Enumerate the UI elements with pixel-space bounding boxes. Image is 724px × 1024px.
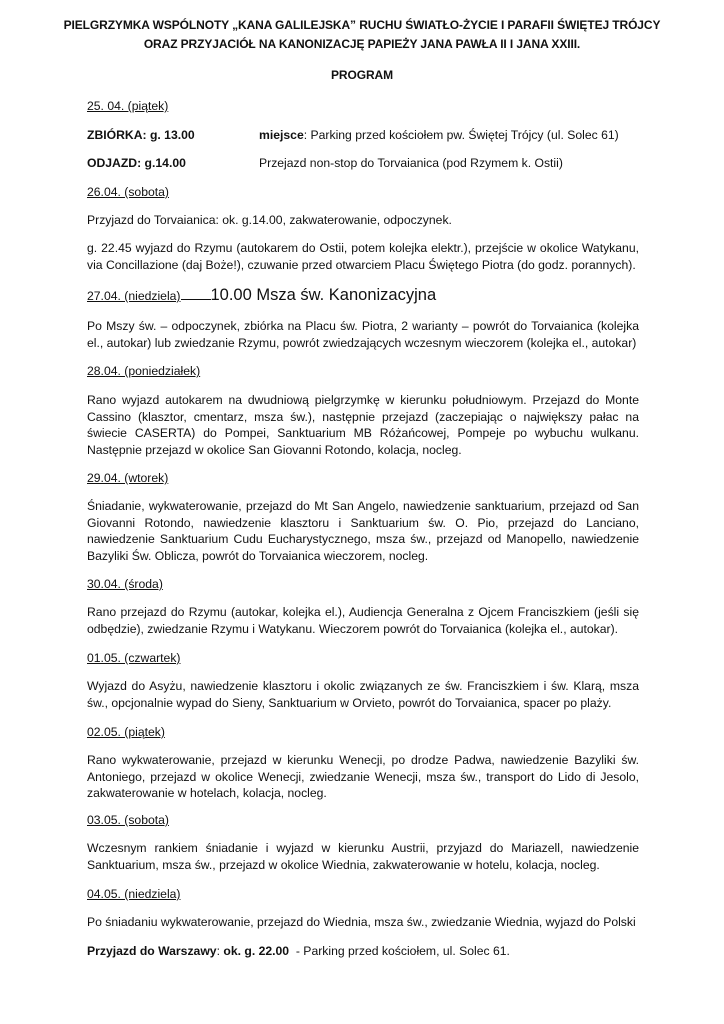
departure-text: Przejazd non-stop do Torvaianica (pod Rzymem k. Ostii) xyxy=(259,156,563,170)
day-date-29-04: 29.04. (wtorek) xyxy=(87,471,169,485)
day-27-04-paragraph: Po Mszy św. – odpoczynek, zbiórka na Placu św. Piotra, 2 warianty – powrót do Torvaianica (kolejka el., autokar) lub zwiedzanie Rzymu, powrót zwiedzających wczesnym wieczorem (kolejka el., autokar) xyxy=(87,319,639,350)
meeting-place-text: : Parking przed kościołem pw. Świętej Trójcy (ul. Solec 61) xyxy=(303,128,619,142)
departure-row xyxy=(87,155,639,172)
day-date-28-04: 28.04. (poniedziałek) xyxy=(87,364,201,378)
arrival-time: ok. g. 22.00 xyxy=(223,944,290,958)
kanonization-mass: 10.00 Msza św. Kanonizacyjna xyxy=(210,286,437,304)
document-title-line1: PIELGRZYMKA WSPÓLNOTY „KANA GALILEJSKA” RUCHU ŚWIATŁO-ŻYCIE I PARAFII ŚWIĘTEJ TRÓJCY xyxy=(63,18,661,32)
day-date-02-05: 02.05. (piątek) xyxy=(87,725,165,739)
day-30-04-paragraph: Rano przejazd do Rzymu (autokar, kolejka el.), Audiencja Generalna z Ojcem Franciszkiem (jeśli się odbędzie), zwiedzanie Rzymu i Watykanu. Wieczorem powrót do Torvaianica (kolejka el., autokar). xyxy=(87,605,639,636)
day-02-05-paragraph: Rano wykwaterowanie, przejazd w kierunku Wenecji, po drodze Padwa, nawiedzenie Bazyliki św. Antoniego, przejazd w okolice Wenecji, zwiedzanie Wenecji, msza św., transport do Lido di Jesolo, zakwaterowanie w hotelach, kolacja, nocleg. xyxy=(87,753,639,801)
meeting-place-label: miejsce xyxy=(259,128,304,142)
day-date-03-05: 03.05. (sobota) xyxy=(87,813,169,827)
day-29-04-paragraph: Śniadanie, wykwaterowanie, przejazd do Mt San Angelo, nawiedzenie sanktuarium, przejazd od San Giovanni Rotondo, nawiedzenie klasztoru i Sanktuarium św. O. Pio, przejazd do Lanciano, nawiedzenie Sanktuarium Cudu Eucharystycznego, msza św., przejazd od Manopello, nawiedzenie Bazyliki Św. Oblicza, powrót do Torvaianica wieczorem, nocleg. xyxy=(87,499,639,563)
meeting-row xyxy=(87,127,639,144)
day-03-05-paragraph: Wczesnym rankiem śniadanie i wyjazd w kierunku Austrii, przyjazd do Mariazell, nawiedzenie Sanktuarium, msza św., przejazd w okolice Wiednia, zakwaterowanie w hotelu, kolacja, nocleg. xyxy=(87,841,639,872)
day-date-27-04: 27.04. (niedziela) xyxy=(87,289,181,303)
day-date-25-04: 25. 04. (piątek) xyxy=(87,99,169,113)
meeting-time-label: ZBIÓRKA: g. 13.00 xyxy=(87,128,195,142)
day-26-04-paragraph-1: Przyjazd do Torvaianica: ok. g.14.00, zakwaterowanie, odpoczynek. xyxy=(87,213,452,227)
underline-filler xyxy=(181,287,211,300)
departure-time-label: ODJAZD: g.14.00 xyxy=(87,156,186,170)
program-heading: PROGRAM xyxy=(331,68,393,82)
day-01-05-paragraph: Wyjazd do Asyżu, nawiedzenie klasztoru i okolic związanych ze św. Franciszkiem i św. Klarą, msza św., opcjonalnie wypad do Sieny, Sanktuarium w Orvieto, powrót do Torvaianica, spacer po plaży. xyxy=(87,679,639,710)
document-title-line2: ORAZ PRZYJACIÓŁ NA KANONIZACJĘ PAPIEŻY JANA PAWŁA II I JANA XXIII. xyxy=(143,37,581,51)
arrival-row xyxy=(87,943,639,960)
day-date-30-04: 30.04. (środa) xyxy=(87,577,163,591)
arrival-colon: : xyxy=(216,944,224,958)
day-04-05-paragraph: Po śniadaniu wykwaterowanie, przejazd do Wiednia, msza św., zwiedzanie Wiednia, wyjazd do Polski xyxy=(87,915,636,929)
day-date-26-04: 26.04. (sobota) xyxy=(87,185,169,199)
arrival-label: Przyjazd do Warszawy xyxy=(87,944,217,958)
day-date-04-05: 04.05. (niedziela) xyxy=(87,887,181,901)
kanonization-row xyxy=(87,287,639,305)
arrival-text: - Parking przed kościołem, ul. Solec 61. xyxy=(289,944,510,958)
day-26-04-paragraph-2: g. 22.45 wyjazd do Rzymu (autokarem do Ostii, potem kolejka elektr.), przejście w okolice Watykanu, via Concillazione (daj Boże!), czuwanie przed otwarciem Placu Świętego Piotra (do godz. porannych). xyxy=(87,241,639,272)
day-28-04-paragraph: Rano wyjazd autokarem na dwudniową pielgrzymkę w kierunku południowym. Przejazd do Monte Cassino (klasztor, cmentarz, msza św.), następnie przejazd (zaczepiając o największy pałac na świecie CASERTA) do Pompei, Sanktuarium MB Różańcowej, Pompeje po wybuchu wulkanu. Następnie przejazd w okolice San Giovanni Rotondo, kolacja, nocleg. xyxy=(87,393,639,457)
day-date-01-05: 01.05. (czwartek) xyxy=(87,651,181,665)
